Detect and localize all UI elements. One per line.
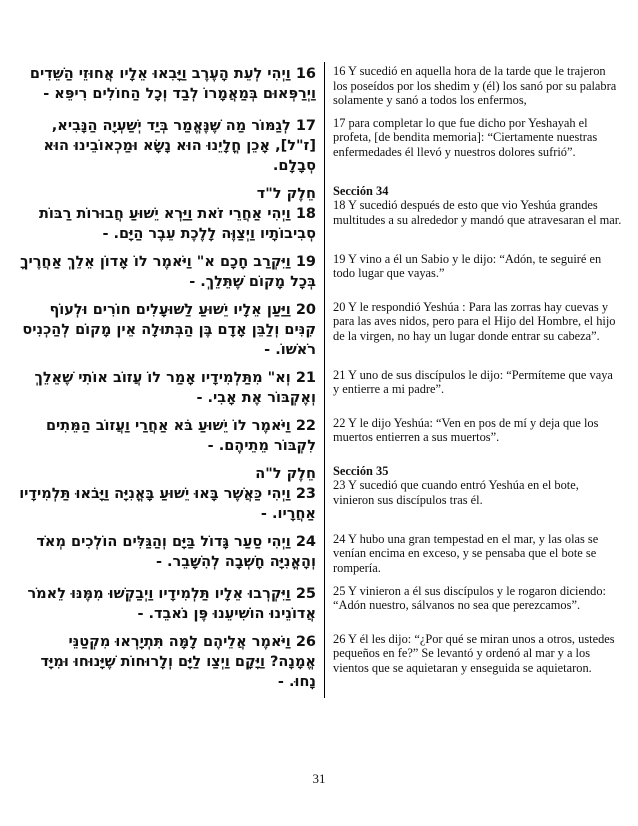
hebrew-text: 22 וַיֹּאמֶר לוֹ יֵשׁוּעַ בֹּא אַחֲרַי וַעֲזוֹב הַמֵּתִים לִקְבּוֹר מֵתֵיהֶם. - — [45, 417, 316, 454]
verse-row — [12, 630, 626, 698]
spanish-text: 26 Y él les dijo: “¿Por qué se miran unos a otros, ustedes pequeños en fe?” Se levantó y ordenó al mar y a los vientos que se aquietaran y enseguida se aquietaron. — [333, 631, 615, 675]
page-number: 31 — [312, 771, 326, 786]
hebrew-text: 17 לְגַמּוֹר מַה שֶּׁנֶּאֱמַר בְּיַד יְשַׁעְיָה הַנָּבִיא, [ז"ל], אָכֵן חֳלָיֵנוּ הוּא נָשָׂא וּמַכְאוֹבֵינוּ הוּא סְבָלָם. — [43, 117, 316, 174]
verse-row — [12, 414, 626, 462]
spanish-verse — [325, 298, 626, 366]
hebrew-verse — [12, 530, 324, 582]
verse-row — [12, 62, 626, 114]
hebrew-text: 23 וַיְהִי כַּאֲשֶׁר בָּאוּ יֵשׁוּעַ בָּאֳנִיָּה וַיָּבֹאוּ תַּלְמִידָיו אַחֲרָיו. - — [19, 485, 316, 522]
hebrew-verse — [12, 414, 324, 462]
spanish-text: 25 Y vinieron a él sus discípulos y le rogaron diciendo: “Adón nuestro, sálvanos no sea que perezcamos”. — [333, 583, 606, 613]
spanish-verse — [325, 582, 626, 630]
spanish-verse — [325, 114, 626, 182]
verse-row — [12, 582, 626, 630]
hebrew-verse — [12, 250, 324, 298]
spanish-verse — [325, 462, 626, 530]
hebrew-section-heading: חֵלֶק ל"ד — [256, 185, 316, 202]
spanish-text: 22 Y le dijo Yeshúa: “Ven en pos de mí y deja que los muertos entierren a sus muertos”. — [333, 415, 599, 445]
spanish-verse — [325, 366, 626, 414]
verse-row — [12, 182, 626, 250]
spanish-section-heading: Sección 34 — [333, 183, 389, 198]
hebrew-verse — [12, 462, 324, 530]
spanish-section-heading: Sección 35 — [333, 463, 389, 478]
verse-row — [12, 530, 626, 582]
bilingual-text — [12, 62, 626, 698]
hebrew-text: 25 וַיִּקְרְבוּ אֵלָיו תַּלְמִידָיו וַיְבַקְשׁוּ מִמֶּנּוּ לֵאמֹר אֲדוֹנֵינוּ הוֹשִׁיעֵנוּ פֶּן נֹאבֵד. - — [27, 585, 316, 622]
hebrew-text: 20 וַיַּעַן אֵלָיו יֵשׁוּעַ לַשּׁוּעָלִים חוֹרִים וּלְעוֹף קִנִּים וְלַבֵּן אָדָם בֶּן הַבְּתוּלָה אֵין מָקוֹם לְהַכְנִיס רֹאשׁוֹ. - — [22, 301, 316, 358]
hebrew-verse — [12, 366, 324, 414]
hebrew-verse — [12, 298, 324, 366]
verse-row — [12, 114, 626, 182]
hebrew-verse — [12, 630, 324, 698]
hebrew-verse — [12, 582, 324, 630]
spanish-text: 20 Y le respondió Yeshúa : Para las zorras hay cuevas y para las aves nidos, pero para el Hijo del Hombre, el hijo de la virgen, no hay un lugar donde entrar su cabeza”. — [333, 299, 616, 343]
hebrew-text: 19 וַיִּקְרַב חָכָם א" וַיֹּאמֶר לוֹ אָדוֹן אֵלֵךְ אַחֲרֶיךָ בְּכָל מָקוֹם שֶׁתֵּלֵךְ. - — [20, 253, 316, 290]
verse-row — [12, 366, 626, 414]
spanish-verse — [325, 62, 626, 114]
spanish-verse — [325, 182, 626, 250]
spanish-text: 19 Y vino a él un Sabio y le dijo: “Adón, te seguiré en todo lugar que vayas.” — [333, 251, 602, 281]
spanish-text: 21 Y uno de sus discípulos le dijo: “Permíteme que vaya y entierre a mi padre”. — [333, 367, 613, 397]
spanish-verse — [325, 250, 626, 298]
verse-row — [12, 462, 626, 530]
verse-row — [12, 250, 626, 298]
hebrew-text: 21 וְא" מִתַּלְמִידָיו אָמַר לוֹ עֲזוֹב אוֹתִי שֶׁאֵלֵךְ וְאֶקְבּוֹר אֶת אָבִי. - — [34, 369, 316, 406]
hebrew-verse — [12, 182, 324, 250]
hebrew-verse — [12, 114, 324, 182]
spanish-text: 17 para completar lo que fue dicho por Yeshayah el profeta, [de bendita memoria]: “Ciertamente nuestras enfermedades él llevó y nuestros dolores sufrió”. — [333, 115, 598, 159]
hebrew-verse — [12, 62, 324, 114]
spanish-text: 23 Y sucedió que cuando entró Yeshúa en el bote, vinieron sus discípulos tras él. — [333, 478, 579, 507]
hebrew-text: 26 וַיֹּאמֶר אֲלֵיהֶם לָמָּה תִּתְיָרְאוּ מִקְטַנֵּי אֱמָנָה? וַיָּקָם וַיְצַו לַיָּם וְלָרוּחוֹת שֶׁיָּנוּחוּ וּמִיָּד נָחוּ. - — [40, 633, 316, 690]
hebrew-text: 16 וַיְהִי לְעֵת הָעֶרֶב וַיָּבִאוּ אֵלָיו אֲחוּזֵי הַשֵּׁדִים וַיְרַפְּאוּם בְּמַאֲמָרוֹ לְבַד וְכָל הַחוֹלִים רִיפֵּא - — [29, 66, 316, 102]
spanish-text: 24 Y hubo una gran tempestad en el mar, y las olas se venían encima en exceso, y se pensaba que el bote se rompería. — [333, 531, 599, 575]
hebrew-text: 24 וַיְהִי סַעַר גָּדוֹל בַּיָּם וְהַגַּלִּים הוֹלְכִים מְאֹד וְהָאֳנִיָּה חָשְׁבָה לְהִשָּׁבֵר. - — [36, 533, 316, 570]
spanish-verse — [325, 414, 626, 462]
spanish-verse — [325, 530, 626, 582]
hebrew-text: 18 וַיְהִי אַחֲרֵי זֹאת וַיַּרְא יֵשׁוּעַ חֲבוּרוֹת רַבּוֹת סְבִיבוֹתָיו וַיְצַוֶּה לָלֶכֶת עֵבֶר הַיָּם. - — [38, 205, 316, 242]
verse-row — [12, 298, 626, 366]
spanish-verse — [325, 630, 626, 698]
spanish-text: 16 Y sucedió en aquella hora de la tarde que le trajeron los poseídos por los shedim y (él) los sanó por su palabra solamente y sanó a todos los enfermos, — [333, 64, 617, 108]
hebrew-section-heading: חֵלֶק ל"ה — [255, 465, 316, 482]
spanish-text: 18 Y sucedió después de esto que vio Yeshúa grandes multitudes a su alrededor y mandó que atravesaran el mar. — [333, 198, 622, 227]
